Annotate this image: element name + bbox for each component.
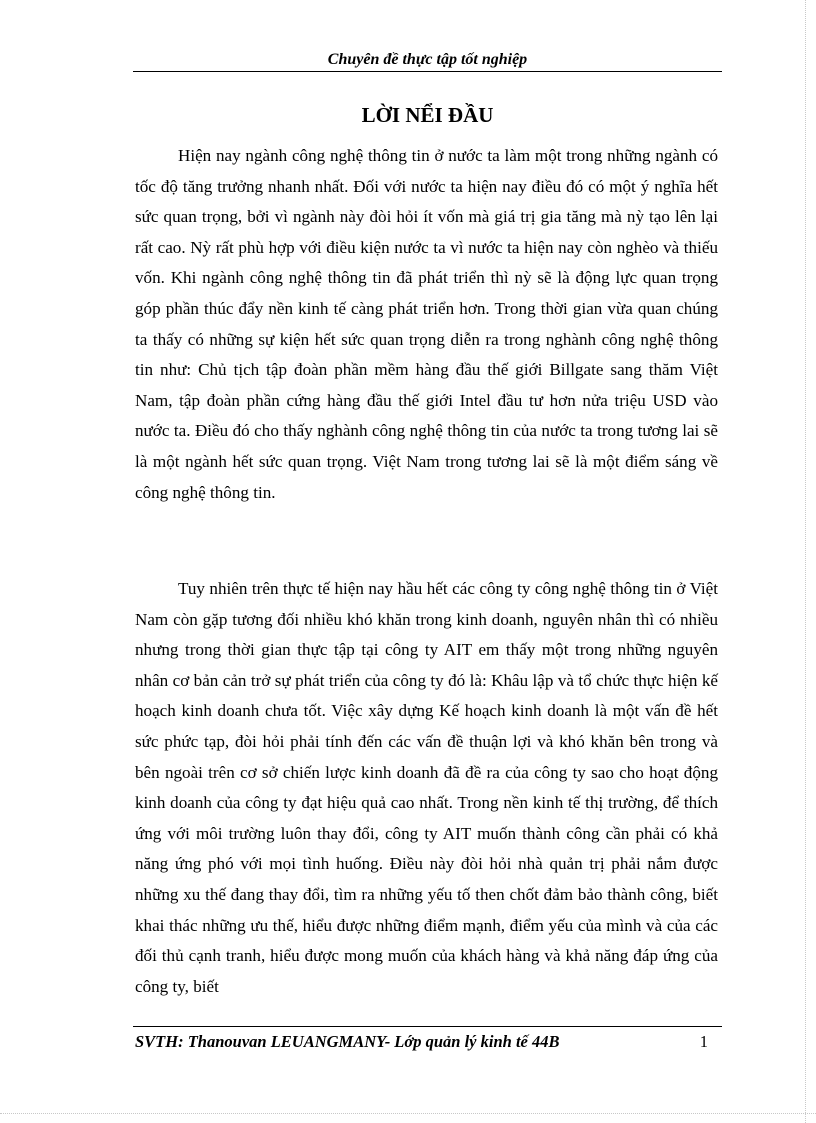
header-rule	[133, 71, 722, 72]
footer-author-class: SVTH: Thanouvan LEUANGMANY- Lớp quản lý kinh tế 44B	[135, 1032, 560, 1051]
page-number: 1	[699, 1032, 708, 1051]
document-title: LỜI NỂI ĐẦU	[361, 103, 494, 127]
page-header	[133, 50, 722, 72]
page-edge-right	[805, 0, 806, 1123]
body-paragraph-2: Tuy nhiên trên thực tế hiện nay hầu hết các công ty công nghệ thông tin ở Việt Nam còn gặp tương đối nhiều khó khăn trong kinh doanh, nguyên nhân thì có nhiều nhưng trong thời gian thực tập tại công ty AIT em thấy một trong những nguyên nhân cơ bản cản trở sự phát triển của công ty đó là: Khâu lập và tổ chức thực hiện kế hoạch kinh doanh chưa tốt. Việc xây dựng Kế hoạch kinh doanh là một vấn đề hết sức phức tạp, đòi hỏi phải tính đến các vấn đề thuận lợi và khó khăn bên trong và bên ngoài trên cơ sở chiến lược kinh doanh đã đề ra của công ty sao cho hoạt động kinh doanh của công ty đạt hiệu quả cao nhất. Trong nền kinh tế thị trường, để thích ứng với môi trường luôn thay đổi, công ty AIT muốn thành công cần phải có khả năng ứng phó với mọi tình huống. Điều này đòi hỏi nhà quản trị phải nắm được những xu thế đang thay đổi, tìm ra những yếu tố then chốt đảm bảo thành công, biết khai thác những ưu thế, hiểu được những điểm mạnh, điểm yếu của mình và của các đối thủ cạnh tranh, hiểu được mong muốn của khách hàng và khả năng đáp ứng của công ty, biết	[135, 579, 718, 996]
footer-row	[133, 1027, 722, 1056]
page-footer	[133, 1026, 722, 1056]
body-paragraph-1: Hiện nay ngành công nghệ thông tin ở nước ta làm một trong những ngành có tốc độ tăng trưởng nhanh nhất. Đối với nước ta hiện nay điều đó có một ý nghĩa hết sức quan trọng, bởi vì ngành này đòi hỏi ít vốn mà giá trị gia tăng mà nỳ tạo lên lại rất cao. Nỳ rất phù hợp với điều kiện nước ta vì nước ta hiện nay còn nghèo và thiếu vốn. Khi ngành công nghệ thông tin đã phát triển thì nỳ sẽ là động lực quan trọng góp phần thúc đẩy nền kinh tế càng phát triển hơn. Trong thời gian vừa quan chúng ta thấy có những sự kiện hết sức quan trọng diễn ra trong nghành công nghệ thông tin như: Chủ tịch tập đoàn phần mềm hàng đầu thế giới Billgate sang thăm Việt Nam, tập đoàn phần cứng hàng đầu thế giới Intel đầu tư hơn nửa triệu USD vào nước ta. Điều đó cho thấy nghành công nghệ thông tin của nước ta trong tương lai sẽ là một ngành hết sức quan trọng. Việt Nam trong tương lai sẽ là một điểm sáng về công nghệ thông tin.	[135, 146, 718, 502]
page-edge-bottom	[0, 1113, 816, 1114]
header-title: Chuyên đề thực tập tốt nghiệp	[327, 51, 528, 68]
